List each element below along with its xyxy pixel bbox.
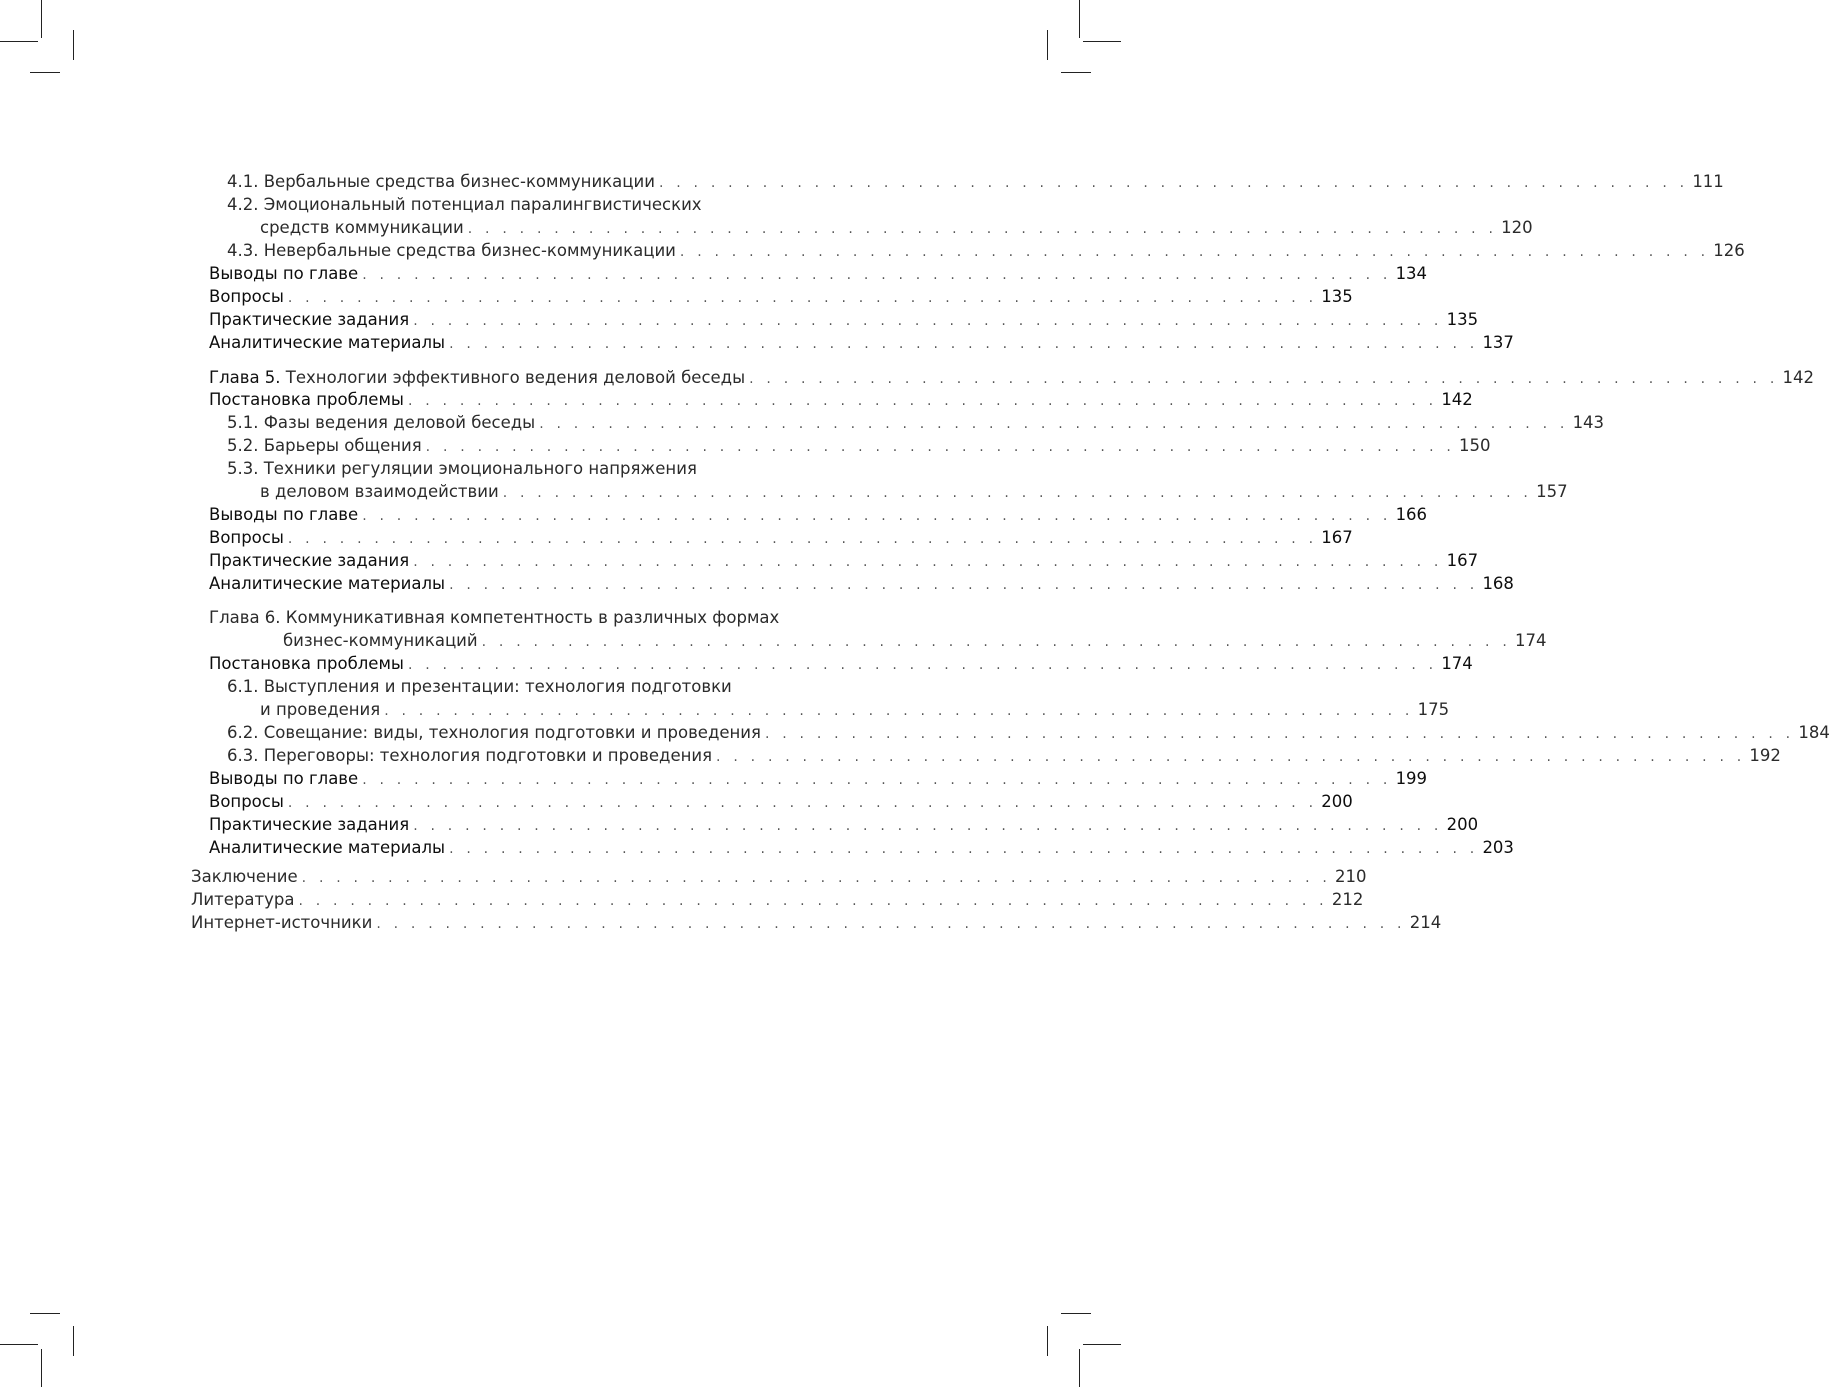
- toc-page-number: 174: [1441, 654, 1473, 673]
- toc-page-number: 142: [1782, 368, 1814, 387]
- toc-entry: [209, 331, 1514, 354]
- crop-mark: [1047, 30, 1048, 60]
- toc-leader: . . . . . . . . . . . . . . . . . . . . . . . . . . . . . . . . . . . . . . . . . . . . . . . . . . . . . . . . . . . .: [287, 795, 1318, 811]
- toc-entry: [227, 721, 1830, 744]
- toc-page-number: 142: [1441, 390, 1473, 409]
- toc-entry-title: Коммуникативная компетентность в различных формах: [285, 608, 780, 627]
- toc-entry: [260, 216, 1533, 239]
- toc-entry-title: Практические задания: [209, 310, 410, 329]
- toc-page-number: 167: [1446, 551, 1479, 570]
- toc-entry: [227, 170, 1724, 193]
- toc-page-number: 210: [1335, 867, 1367, 886]
- toc-entry-title: Интернет-источники: [191, 913, 373, 932]
- toc-entry-title: 5.1. Фазы ведения деловой беседы: [227, 413, 536, 432]
- toc-entry-title: 6.1. Выступления и презентации: технология подготовки: [227, 677, 732, 696]
- toc-leader: . . . . . . . . . . . . . . . . . . . . . . . . . . . . . . . . . . . . . . . . . . . . . . . . . . . . . . . . . . . .: [287, 290, 1318, 306]
- toc-entry-title: средств коммуникации: [260, 218, 464, 237]
- toc-leader: . . . . . . . . . . . . . . . . . . . . . . . . . . . . . . . . . . . . . . . . . . . . . . . . . . . . . . . . . . . .: [362, 267, 1392, 283]
- toc-entry: [209, 503, 1428, 526]
- crop-mark: [30, 1313, 60, 1314]
- toc-leader: . . . . . . . . . . . . . . . . . . . . . . . . . . . . . . . . . . . . . . . . . . . . . . . . . . . . . . . . . . . .: [449, 841, 1479, 857]
- toc-leader: . . . . . . . . . . . . . . . . . . . . . . . . . . . . . . . . . . . . . . . . . . . . . . . . . . . . . . . . . . . .: [679, 244, 1710, 260]
- toc-entry-title: Литература: [191, 890, 295, 909]
- toc-page-number: 192: [1749, 746, 1781, 765]
- toc-leader: . . . . . . . . . . . . . . . . . . . . . . . . . . . . . . . . . . . . . . . . . . . . . . . . . . . . . . . . . . . .: [467, 221, 1498, 237]
- toc-entry-title: Выводы по главе: [209, 769, 359, 788]
- toc-entry-title: Вопросы: [209, 528, 284, 547]
- crop-mark: [41, 0, 42, 38]
- toc-entry-title: Технологии эффективного ведения деловой беседы: [285, 368, 746, 387]
- toc-entry: [227, 744, 1781, 767]
- toc-entry: [209, 285, 1353, 308]
- toc-leader: . . . . . . . . . . . . . . . . . . . . . . . . . . . . . . . . . . . . . . . . . . . . . . . . . . . . . . . . . . . .: [384, 703, 1414, 719]
- toc-entry-title: Аналитические материалы: [209, 574, 446, 593]
- toc-entry: [227, 457, 697, 480]
- toc-leader: . . . . . . . . . . . . . . . . . . . . . . . . . . . . . . . . . . . . . . . . . . . . . . . . . . . . . . . . . . . .: [407, 657, 1438, 673]
- crop-mark: [41, 1349, 42, 1387]
- toc-page-number: 184: [1798, 723, 1830, 742]
- toc-entry: [209, 308, 1479, 331]
- toc-page-number: 214: [1409, 913, 1442, 932]
- toc-leader: . . . . . . . . . . . . . . . . . . . . . . . . . . . . . . . . . . . . . . . . . . . . . . . . . . . . . . . . . . . .: [481, 634, 1511, 650]
- toc-entry-title: Вопросы: [209, 792, 284, 811]
- toc-entry: [227, 239, 1745, 262]
- toc-leader: . . . . . . . . . . . . . . . . . . . . . . . . . . . . . . . . . . . . . . . . . . . . . . . . . . . . . . . . . . . .: [301, 870, 1332, 886]
- toc-entry: [260, 698, 1450, 721]
- toc-entry-title: Постановка проблемы: [209, 390, 404, 409]
- toc-entry: [209, 572, 1514, 595]
- toc-page-number: 175: [1417, 700, 1450, 719]
- toc-page-number: 174: [1515, 631, 1547, 650]
- toc-leader: . . . . . . . . . . . . . . . . . . . . . . . . . . . . . . . . . . . . . . . . . . . . . . . . . . . . . . . . . . . .: [287, 531, 1318, 547]
- toc-leader: . . . . . . . . . . . . . . . . . . . . . . . . . . . . . . . . . . . . . . . . . . . . . . . . . . . . . . . . . . . .: [413, 313, 1443, 329]
- toc-entry-title: Выводы по главе: [209, 264, 359, 283]
- crop-mark: [73, 1326, 74, 1356]
- toc-leader: . . . . . . . . . . . . . . . . . . . . . . . . . . . . . . . . . . . . . . . . . . . . . . . . . . . . . . . . . . . .: [413, 818, 1443, 834]
- toc-leader: . . . . . . . . . . . . . . . . . . . . . . . . . . . . . . . . . . . . . . . . . . . . . . . . . . . . . . . . . . . .: [449, 336, 1479, 352]
- toc-leader: . . . . . . . . . . . . . . . . . . . . . . . . . . . . . . . . . . . . . . . . . . . . . . . . . . . . . . . . . . . .: [413, 554, 1443, 570]
- toc-chapter-entry: [209, 606, 779, 629]
- crop-mark: [0, 41, 38, 42]
- toc-entry: [260, 480, 1568, 503]
- toc-entry-title: Выводы по главе: [209, 505, 359, 524]
- toc-entry-title: 6.3. Переговоры: технология подготовки и проведения: [227, 746, 713, 765]
- toc-page-number: 199: [1395, 769, 1428, 788]
- toc-page-number: 167: [1321, 528, 1353, 547]
- toc-leader: . . . . . . . . . . . . . . . . . . . . . . . . . . . . . . . . . . . . . . . . . . . . . . . . . . . . . . . . . . . .: [539, 416, 1569, 432]
- toc-entry: [227, 411, 1605, 434]
- toc-entry: [191, 888, 1364, 911]
- toc-leader: . . . . . . . . . . . . . . . . . . . . . . . . . . . . . . . . . . . . . . . . . . . . . . . . . . . . . . . . . . . .: [716, 749, 1746, 765]
- toc-entry-title: 5.2. Барьеры общения: [227, 436, 422, 455]
- toc-entry-title: Практические задания: [209, 551, 410, 570]
- toc-entry: [209, 262, 1428, 285]
- toc-entry-title: Постановка проблемы: [209, 654, 404, 673]
- toc-entry: [209, 836, 1514, 859]
- toc-page-number: 200: [1321, 792, 1353, 811]
- toc-leader: . . . . . . . . . . . . . . . . . . . . . . . . . . . . . . . . . . . . . . . . . . . . . . . . . . . . . . . . . . . .: [407, 393, 1438, 409]
- toc-entry: [209, 767, 1428, 790]
- toc-entry: [209, 813, 1479, 836]
- toc-entry-title: Практические задания: [209, 815, 410, 834]
- crop-mark: [1047, 1326, 1048, 1356]
- crop-mark: [1061, 72, 1091, 73]
- crop-mark: [1061, 1313, 1091, 1314]
- toc-leader: . . . . . . . . . . . . . . . . . . . . . . . . . . . . . . . . . . . . . . . . . . . . . . . . . . . . . . . . . . . .: [502, 485, 1533, 501]
- crop-mark: [1079, 1349, 1080, 1387]
- toc-leader: . . . . . . . . . . . . . . . . . . . . . . . . . . . . . . . . . . . . . . . . . . . . . . . . . . . . . . . . . . . .: [298, 893, 1328, 909]
- toc-chapter-entry: [209, 366, 1814, 389]
- toc-page-number: 166: [1395, 505, 1428, 524]
- toc-leader: . . . . . . . . . . . . . . . . . . . . . . . . . . . . . . . . . . . . . . . . . . . . . . . . . . . . . . . . . . . .: [749, 371, 1779, 387]
- toc-page-number: 203: [1482, 838, 1514, 857]
- toc-entry: [191, 911, 1442, 934]
- toc-entry-title: в деловом взаимодействии: [260, 482, 499, 501]
- toc-page-number: 200: [1446, 815, 1479, 834]
- crop-mark: [1083, 41, 1121, 42]
- chapter-label: Глава 5.: [209, 368, 281, 387]
- toc-page-number: 134: [1395, 264, 1428, 283]
- toc-page-number: 157: [1536, 482, 1568, 501]
- toc-entry-title: 5.3. Техники регуляции эмоционального напряжения: [227, 459, 697, 478]
- toc-leader: . . . . . . . . . . . . . . . . . . . . . . . . . . . . . . . . . . . . . . . . . . . . . . . . . . . . . . . . . . . .: [658, 175, 1689, 191]
- toc-entry: [209, 526, 1353, 549]
- toc-page-number: 168: [1482, 574, 1514, 593]
- toc-page-number: 150: [1459, 436, 1491, 455]
- toc-entry-title: Аналитические материалы: [209, 838, 446, 857]
- toc-entry: [227, 434, 1491, 457]
- toc-entry: [191, 865, 1367, 888]
- crop-mark: [0, 1344, 38, 1345]
- toc-entry-title: бизнес-коммуникаций: [283, 631, 478, 650]
- toc-page-number: 137: [1482, 333, 1514, 352]
- toc-entry: [209, 549, 1479, 572]
- toc-page-number: 143: [1572, 413, 1605, 432]
- toc-page-number: 126: [1713, 241, 1745, 260]
- toc-leader: . . . . . . . . . . . . . . . . . . . . . . . . . . . . . . . . . . . . . . . . . . . . . . . . . . . . . . . . . . . .: [362, 772, 1392, 788]
- toc-entry: [209, 790, 1353, 813]
- toc-leader: . . . . . . . . . . . . . . . . . . . . . . . . . . . . . . . . . . . . . . . . . . . . . . . . . . . . . . . . . . . .: [362, 508, 1392, 524]
- toc-entry-title: Аналитические материалы: [209, 333, 446, 352]
- toc-leader: . . . . . . . . . . . . . . . . . . . . . . . . . . . . . . . . . . . . . . . . . . . . . . . . . . . . . . . . . . . .: [425, 439, 1456, 455]
- toc-entry-title: Заключение: [191, 867, 298, 886]
- toc-entry-title: 4.3. Невербальные средства бизнес-коммуникации: [227, 241, 676, 260]
- toc-entry-title: 4.2. Эмоциональный потенциал паралингвистических: [227, 195, 702, 214]
- toc-leader: . . . . . . . . . . . . . . . . . . . . . . . . . . . . . . . . . . . . . . . . . . . . . . . . . . . . . . . . . . . .: [376, 916, 1406, 932]
- toc-leader: . . . . . . . . . . . . . . . . . . . . . . . . . . . . . . . . . . . . . . . . . . . . . . . . . . . . . . . . . . . .: [764, 726, 1795, 742]
- toc-entry-title: 4.1. Вербальные средства бизнес-коммуникации: [227, 172, 655, 191]
- toc-entry-title: и проведения: [260, 700, 381, 719]
- crop-mark: [73, 30, 74, 60]
- toc-page-number: 135: [1446, 310, 1479, 329]
- chapter-label: Глава 6.: [209, 608, 281, 627]
- toc-leader: . . . . . . . . . . . . . . . . . . . . . . . . . . . . . . . . . . . . . . . . . . . . . . . . . . . . . . . . . . . .: [449, 577, 1479, 593]
- toc-entry-title: Вопросы: [209, 287, 284, 306]
- crop-mark: [1079, 0, 1080, 38]
- toc-page-number: 111: [1692, 172, 1724, 191]
- toc-page-number: 120: [1501, 218, 1533, 237]
- toc-entry: [283, 629, 1547, 652]
- toc-page-number: 212: [1331, 890, 1364, 909]
- toc-entry-title: 6.2. Совещание: виды, технология подготовки и проведения: [227, 723, 761, 742]
- crop-mark: [30, 72, 60, 73]
- toc-entry: [209, 388, 1473, 411]
- toc-entry: [227, 675, 732, 698]
- crop-mark: [1083, 1344, 1121, 1345]
- toc-entry: [209, 652, 1473, 675]
- toc-page-number: 135: [1321, 287, 1353, 306]
- toc-entry: [227, 193, 702, 216]
